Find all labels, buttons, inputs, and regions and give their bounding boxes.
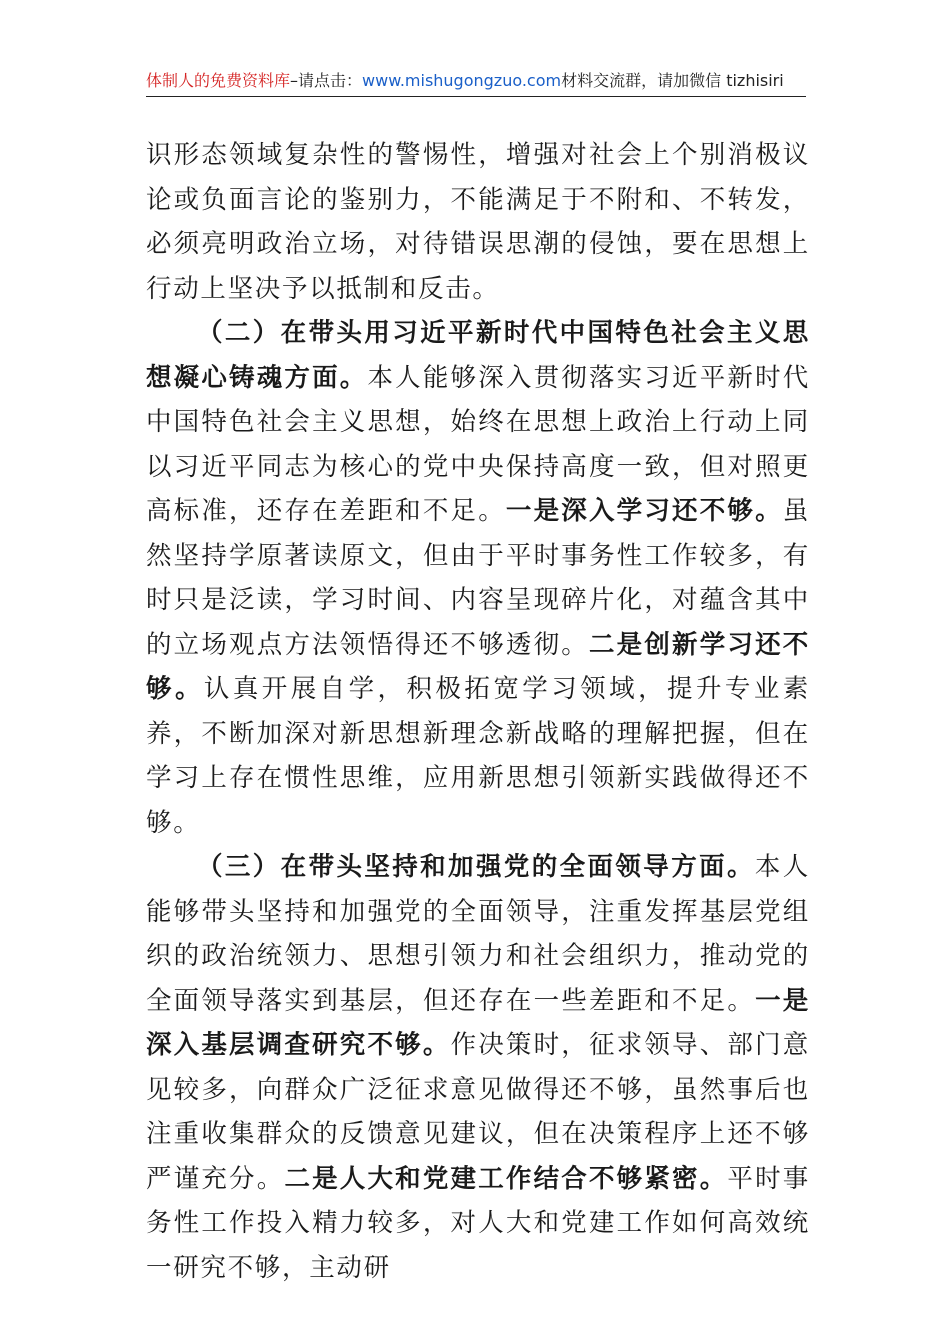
point-text: 认真开展自学，积极拓宽学习领域，提升专业素养，不断加深对新思想新理念新战略的理解把握，但在学习上存在惯性思维，应用新思想引领新实践做得还不够。: [146, 674, 810, 838]
section-heading: （二）在带头用习近平新时代中国特色社会主义思想凝心铸魂方面。: [146, 318, 810, 393]
document-body: [146, 133, 810, 1290]
point-title: 二是创新学习还不够。: [146, 629, 810, 704]
header-click-prompt: –请点击：: [290, 71, 363, 90]
point-text: 虽然坚持学原著读原文，但由于平时事务性工作较多，有时只是泛读，学习时间、内容呈现碎片化，对蕴含其中的立场观点方法领悟得还不够透彻。: [146, 496, 810, 660]
point-title: 二是人大和党建工作结合不够紧密。: [284, 1163, 728, 1194]
paragraph-section-2: [146, 311, 810, 845]
section-intro: 本人能够深入贯彻落实习近平新时代中国特色社会主义思想，始终在思想上政治上行动上同以习近平同志为核心的党中央保持高度一致，但对照更高标准，还存在差距和不足。: [146, 362, 810, 526]
paragraph-section-3: [146, 845, 810, 1290]
point-title: 一是深入学习还不够。: [505, 496, 783, 526]
header-source-name: 体制人的免费资料库: [146, 71, 291, 90]
section-intro: 本人能够带头坚持和加强党的全面领导，注重发挥基层党组织的政治统领力、思想引领力和社会组织力，推动党的全面领导落实到基层，但还存在一些差距和不足。: [146, 852, 810, 1016]
page-header: [146, 66, 806, 97]
paragraph-text: 识形态领域复杂性的警惕性，增强对社会上个别消极议论或负面言论的鉴别力，不能满足于不附和、不转发，必须亮明政治立场，对待错误思潮的侵蚀，要在思想上行动上坚决予以抵制和反击。: [146, 140, 810, 304]
header-url-link[interactable]: www.mishugongzuo.com: [362, 71, 562, 90]
point-text: 平时事务性工作投入精力较多，对人大和党建工作如何高效统一研究不够，主动研: [146, 1163, 810, 1283]
header-group-note: 材料交流群，请加微信 tizhisiri: [561, 71, 784, 90]
point-title: 一是深入基层调查研究不够。: [146, 985, 810, 1060]
point-text: 作决策时，征求领导、部门意见较多，向群众广泛征求意见做得还不够，虽然事后也注重收集群众的反馈意见建议，但在决策程序上还不够严谨充分。: [146, 1030, 811, 1194]
paragraph-continuation: [146, 133, 810, 311]
section-heading: （三）在带头坚持和加强党的全面领导方面。: [197, 852, 755, 882]
